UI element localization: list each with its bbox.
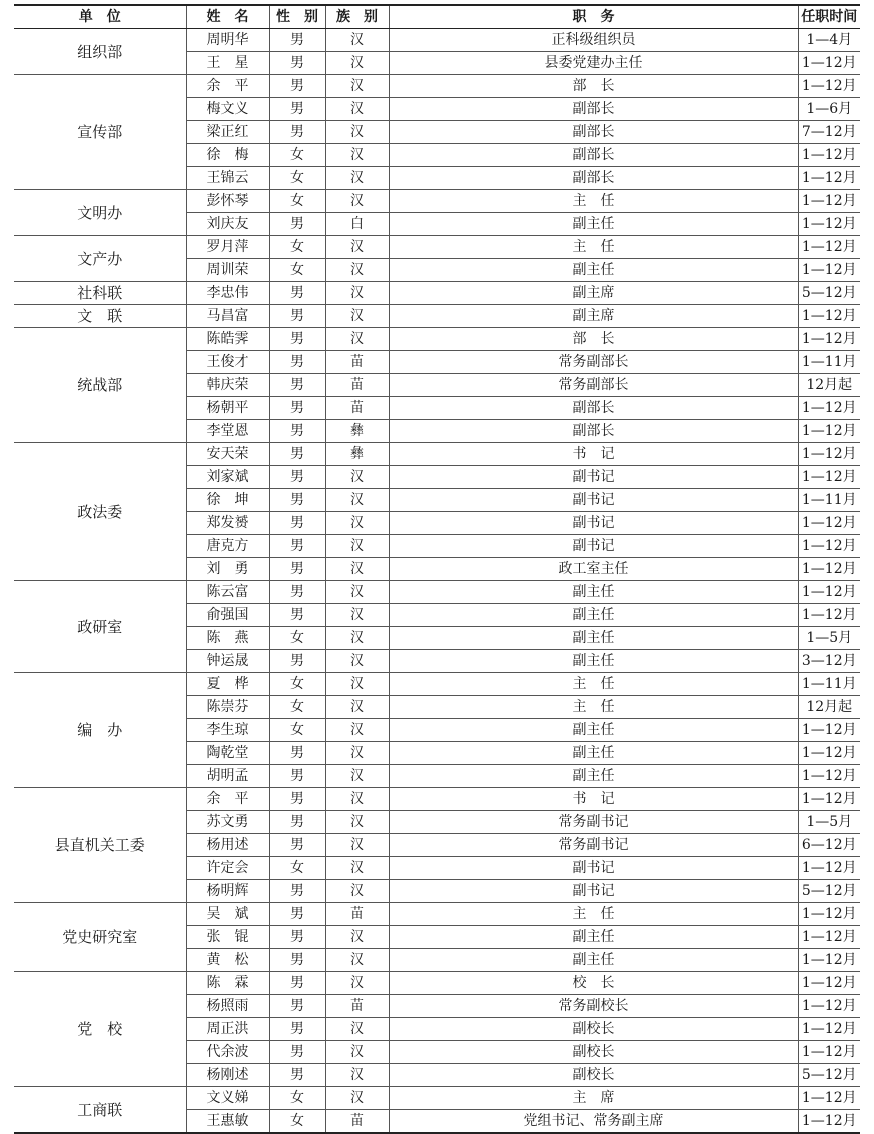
name-cell: 余 平 (186, 788, 269, 811)
position-cell: 主 任 (389, 236, 798, 259)
position-cell: 主 任 (389, 696, 798, 719)
position-cell: 副书记 (389, 466, 798, 489)
position-cell: 副主任 (389, 742, 798, 765)
gender-cell: 男 (269, 98, 325, 121)
ethnicity-cell: 汉 (325, 673, 389, 696)
gender-cell: 男 (269, 880, 325, 903)
gender-cell: 男 (269, 650, 325, 673)
gender-cell: 男 (269, 29, 325, 52)
term-cell: 1—12月 (798, 328, 860, 351)
term-cell: 1—12月 (798, 949, 860, 972)
position-cell: 常务副书记 (389, 811, 798, 834)
ethnicity-cell: 苗 (325, 995, 389, 1018)
ethnicity-cell: 汉 (325, 98, 389, 121)
gender-cell: 女 (269, 627, 325, 650)
name-cell: 陈崇芬 (186, 696, 269, 719)
unit-cell: 文产办 (14, 236, 186, 282)
gender-cell: 男 (269, 811, 325, 834)
gender-cell: 男 (269, 1064, 325, 1087)
name-cell: 陈 霖 (186, 972, 269, 995)
position-cell: 副主任 (389, 765, 798, 788)
gender-cell: 女 (269, 1110, 325, 1134)
term-cell: 1—12月 (798, 466, 860, 489)
table-row (14, 75, 860, 98)
position-cell: 主 席 (389, 1087, 798, 1110)
term-cell: 5—12月 (798, 282, 860, 305)
position-cell: 主 任 (389, 190, 798, 213)
gender-cell: 男 (269, 213, 325, 236)
ethnicity-cell: 汉 (325, 926, 389, 949)
gender-cell: 男 (269, 995, 325, 1018)
gender-cell: 男 (269, 489, 325, 512)
position-cell: 常务副部长 (389, 351, 798, 374)
ethnicity-cell: 汉 (325, 949, 389, 972)
term-cell: 1—11月 (798, 489, 860, 512)
name-cell: 黄 松 (186, 949, 269, 972)
position-cell: 副主任 (389, 581, 798, 604)
gender-cell: 女 (269, 857, 325, 880)
name-cell: 杨朝平 (186, 397, 269, 420)
unit-cell: 文 联 (14, 305, 186, 328)
position-cell: 县委党建办主任 (389, 52, 798, 75)
term-cell: 1—12月 (798, 75, 860, 98)
name-cell: 苏文勇 (186, 811, 269, 834)
gender-cell: 男 (269, 328, 325, 351)
unit-cell: 政法委 (14, 443, 186, 581)
gender-cell: 男 (269, 420, 325, 443)
term-cell: 1—12月 (798, 558, 860, 581)
term-cell: 1—12月 (798, 512, 860, 535)
position-cell: 副主任 (389, 627, 798, 650)
ethnicity-cell: 汉 (325, 719, 389, 742)
term-cell: 1—12月 (798, 1041, 860, 1064)
term-cell: 1—11月 (798, 673, 860, 696)
name-cell: 李堂恩 (186, 420, 269, 443)
term-cell: 1—5月 (798, 627, 860, 650)
name-cell: 王俊才 (186, 351, 269, 374)
name-cell: 杨用述 (186, 834, 269, 857)
position-cell: 副校长 (389, 1064, 798, 1087)
unit-cell: 党史研究室 (14, 903, 186, 972)
name-cell: 李生琼 (186, 719, 269, 742)
table-header (14, 5, 860, 29)
unit-cell: 编 办 (14, 673, 186, 788)
position-cell: 主 任 (389, 673, 798, 696)
gender-cell: 男 (269, 75, 325, 98)
name-cell: 周训荣 (186, 259, 269, 282)
position-cell: 副主任 (389, 650, 798, 673)
unit-cell: 文明办 (14, 190, 186, 236)
ethnicity-cell: 汉 (325, 236, 389, 259)
position-cell: 书 记 (389, 443, 798, 466)
name-cell: 梅文义 (186, 98, 269, 121)
name-cell: 许定会 (186, 857, 269, 880)
term-cell: 1—12月 (798, 972, 860, 995)
ethnicity-cell: 汉 (325, 535, 389, 558)
position-cell: 副校长 (389, 1041, 798, 1064)
term-cell: 5—12月 (798, 1064, 860, 1087)
term-cell: 12月起 (798, 374, 860, 397)
ethnicity-cell: 汉 (325, 29, 389, 52)
position-cell: 党组书记、常务副主席 (389, 1110, 798, 1134)
term-cell: 1—12月 (798, 52, 860, 75)
unit-cell: 党 校 (14, 972, 186, 1087)
document-page (14, 4, 860, 1134)
table-row (14, 305, 860, 328)
position-cell: 副主任 (389, 259, 798, 282)
term-cell: 1—11月 (798, 351, 860, 374)
gender-cell: 女 (269, 673, 325, 696)
gender-cell: 男 (269, 972, 325, 995)
table-row (14, 903, 860, 926)
table-row (14, 190, 860, 213)
name-cell: 彭怀琴 (186, 190, 269, 213)
name-cell: 唐克方 (186, 535, 269, 558)
header-row (14, 5, 860, 29)
header-name: 姓 名 (186, 5, 269, 29)
name-cell: 周明华 (186, 29, 269, 52)
header-ethnicity: 族 别 (325, 5, 389, 29)
term-cell: 1—12月 (798, 1087, 860, 1110)
gender-cell: 女 (269, 719, 325, 742)
term-cell: 1—5月 (798, 811, 860, 834)
term-cell: 1—12月 (798, 190, 860, 213)
position-cell: 副部长 (389, 167, 798, 190)
table-row (14, 1087, 860, 1110)
position-cell: 副主席 (389, 305, 798, 328)
position-cell: 副书记 (389, 880, 798, 903)
name-cell: 韩庆荣 (186, 374, 269, 397)
ethnicity-cell: 汉 (325, 788, 389, 811)
position-cell: 书 记 (389, 788, 798, 811)
term-cell: 1—12月 (798, 604, 860, 627)
term-cell: 1—12月 (798, 788, 860, 811)
position-cell: 副部长 (389, 98, 798, 121)
unit-cell: 组织部 (14, 29, 186, 75)
term-cell: 1—12月 (798, 420, 860, 443)
ethnicity-cell: 汉 (325, 52, 389, 75)
position-cell: 副部长 (389, 397, 798, 420)
name-cell: 罗月萍 (186, 236, 269, 259)
personnel-table (14, 4, 860, 1134)
gender-cell: 女 (269, 1087, 325, 1110)
name-cell: 梁正红 (186, 121, 269, 144)
gender-cell: 男 (269, 443, 325, 466)
ethnicity-cell: 汉 (325, 581, 389, 604)
position-cell: 副主任 (389, 604, 798, 627)
gender-cell: 女 (269, 190, 325, 213)
table-body (14, 29, 860, 1134)
term-cell: 1—12月 (798, 236, 860, 259)
gender-cell: 男 (269, 604, 325, 627)
table-row (14, 581, 860, 604)
name-cell: 徐 梅 (186, 144, 269, 167)
table-row (14, 972, 860, 995)
ethnicity-cell: 苗 (325, 903, 389, 926)
unit-cell: 宣传部 (14, 75, 186, 190)
position-cell: 副主任 (389, 949, 798, 972)
gender-cell: 男 (269, 52, 325, 75)
term-cell: 1—12月 (798, 535, 860, 558)
position-cell: 副部长 (389, 144, 798, 167)
term-cell: 1—12月 (798, 742, 860, 765)
position-cell: 副主任 (389, 719, 798, 742)
ethnicity-cell: 汉 (325, 857, 389, 880)
term-cell: 1—12月 (798, 857, 860, 880)
table-row (14, 328, 860, 351)
name-cell: 钟运晟 (186, 650, 269, 673)
ethnicity-cell: 汉 (325, 121, 389, 144)
name-cell: 王惠敏 (186, 1110, 269, 1134)
term-cell: 12月起 (798, 696, 860, 719)
name-cell: 杨照雨 (186, 995, 269, 1018)
ethnicity-cell: 汉 (325, 1041, 389, 1064)
table-row (14, 236, 860, 259)
ethnicity-cell: 苗 (325, 351, 389, 374)
ethnicity-cell: 白 (325, 213, 389, 236)
ethnicity-cell: 汉 (325, 512, 389, 535)
name-cell: 陈 燕 (186, 627, 269, 650)
name-cell: 王 星 (186, 52, 269, 75)
name-cell: 文义娣 (186, 1087, 269, 1110)
ethnicity-cell: 汉 (325, 604, 389, 627)
position-cell: 常务副书记 (389, 834, 798, 857)
ethnicity-cell: 汉 (325, 742, 389, 765)
position-cell: 副书记 (389, 489, 798, 512)
gender-cell: 男 (269, 374, 325, 397)
name-cell: 安天荣 (186, 443, 269, 466)
table-row (14, 282, 860, 305)
term-cell: 1—12月 (798, 397, 860, 420)
gender-cell: 男 (269, 742, 325, 765)
ethnicity-cell: 汉 (325, 1087, 389, 1110)
name-cell: 徐 坤 (186, 489, 269, 512)
table-row (14, 29, 860, 52)
ethnicity-cell: 苗 (325, 374, 389, 397)
gender-cell: 男 (269, 949, 325, 972)
name-cell: 陈云富 (186, 581, 269, 604)
term-cell: 5—12月 (798, 880, 860, 903)
unit-cell: 统战部 (14, 328, 186, 443)
term-cell: 1—12月 (798, 1018, 860, 1041)
position-cell: 副主席 (389, 282, 798, 305)
position-cell: 副书记 (389, 535, 798, 558)
term-cell: 1—12月 (798, 144, 860, 167)
term-cell: 1—12月 (798, 305, 860, 328)
term-cell: 7—12月 (798, 121, 860, 144)
ethnicity-cell: 汉 (325, 75, 389, 98)
name-cell: 余 平 (186, 75, 269, 98)
gender-cell: 男 (269, 926, 325, 949)
position-cell: 主 任 (389, 903, 798, 926)
name-cell: 李忠伟 (186, 282, 269, 305)
position-cell: 副主任 (389, 213, 798, 236)
table-row (14, 673, 860, 696)
name-cell: 杨刚述 (186, 1064, 269, 1087)
ethnicity-cell: 汉 (325, 627, 389, 650)
term-cell: 3—12月 (798, 650, 860, 673)
name-cell: 周正洪 (186, 1018, 269, 1041)
ethnicity-cell: 汉 (325, 558, 389, 581)
term-cell: 1—12月 (798, 903, 860, 926)
table-row (14, 443, 860, 466)
gender-cell: 男 (269, 903, 325, 926)
ethnicity-cell: 汉 (325, 972, 389, 995)
ethnicity-cell: 汉 (325, 190, 389, 213)
position-cell: 副校长 (389, 1018, 798, 1041)
ethnicity-cell: 汉 (325, 466, 389, 489)
name-cell: 夏 桦 (186, 673, 269, 696)
gender-cell: 男 (269, 1018, 325, 1041)
ethnicity-cell: 汉 (325, 259, 389, 282)
name-cell: 张 锟 (186, 926, 269, 949)
position-cell: 常务副校长 (389, 995, 798, 1018)
name-cell: 刘庆友 (186, 213, 269, 236)
ethnicity-cell: 汉 (325, 1064, 389, 1087)
gender-cell: 女 (269, 167, 325, 190)
gender-cell: 男 (269, 581, 325, 604)
term-cell: 1—12月 (798, 719, 860, 742)
name-cell: 郑发赟 (186, 512, 269, 535)
gender-cell: 女 (269, 259, 325, 282)
gender-cell: 女 (269, 696, 325, 719)
term-cell: 1—6月 (798, 98, 860, 121)
position-cell: 部 长 (389, 75, 798, 98)
term-cell: 1—12月 (798, 1110, 860, 1134)
ethnicity-cell: 汉 (325, 144, 389, 167)
name-cell: 刘家斌 (186, 466, 269, 489)
gender-cell: 男 (269, 535, 325, 558)
ethnicity-cell: 汉 (325, 328, 389, 351)
header-gender: 性 别 (269, 5, 325, 29)
gender-cell: 男 (269, 788, 325, 811)
position-cell: 副书记 (389, 857, 798, 880)
ethnicity-cell: 苗 (325, 397, 389, 420)
position-cell: 部 长 (389, 328, 798, 351)
gender-cell: 男 (269, 512, 325, 535)
ethnicity-cell: 汉 (325, 282, 389, 305)
term-cell: 1—12月 (798, 926, 860, 949)
name-cell: 杨明辉 (186, 880, 269, 903)
gender-cell: 男 (269, 397, 325, 420)
name-cell: 陶乾堂 (186, 742, 269, 765)
position-cell: 副书记 (389, 512, 798, 535)
position-cell: 副主任 (389, 926, 798, 949)
term-cell: 1—12月 (798, 259, 860, 282)
name-cell: 马昌富 (186, 305, 269, 328)
term-cell: 1—12月 (798, 443, 860, 466)
name-cell: 陈皓霁 (186, 328, 269, 351)
ethnicity-cell: 苗 (325, 1110, 389, 1134)
gender-cell: 男 (269, 834, 325, 857)
unit-cell: 社科联 (14, 282, 186, 305)
term-cell: 1—4月 (798, 29, 860, 52)
ethnicity-cell: 汉 (325, 1018, 389, 1041)
ethnicity-cell: 汉 (325, 811, 389, 834)
ethnicity-cell: 汉 (325, 167, 389, 190)
unit-cell: 县直机关工委 (14, 788, 186, 903)
term-cell: 1—12月 (798, 995, 860, 1018)
gender-cell: 男 (269, 558, 325, 581)
ethnicity-cell: 彝 (325, 420, 389, 443)
header-unit: 单 位 (14, 5, 186, 29)
ethnicity-cell: 汉 (325, 834, 389, 857)
unit-cell: 工商联 (14, 1087, 186, 1134)
gender-cell: 男 (269, 305, 325, 328)
table-row (14, 788, 860, 811)
term-cell: 6—12月 (798, 834, 860, 857)
gender-cell: 男 (269, 121, 325, 144)
name-cell: 代余波 (186, 1041, 269, 1064)
term-cell: 1—12月 (798, 167, 860, 190)
position-cell: 校 长 (389, 972, 798, 995)
gender-cell: 女 (269, 236, 325, 259)
ethnicity-cell: 汉 (325, 305, 389, 328)
unit-cell: 政研室 (14, 581, 186, 673)
term-cell: 1—12月 (798, 213, 860, 236)
term-cell: 1—12月 (798, 581, 860, 604)
ethnicity-cell: 彝 (325, 443, 389, 466)
position-cell: 政工室主任 (389, 558, 798, 581)
position-cell: 副部长 (389, 121, 798, 144)
header-position: 职 务 (389, 5, 798, 29)
ethnicity-cell: 汉 (325, 696, 389, 719)
header-term: 任职时间 (798, 5, 860, 29)
name-cell: 吴 斌 (186, 903, 269, 926)
gender-cell: 女 (269, 144, 325, 167)
name-cell: 刘 勇 (186, 558, 269, 581)
gender-cell: 男 (269, 351, 325, 374)
position-cell: 正科级组织员 (389, 29, 798, 52)
ethnicity-cell: 汉 (325, 880, 389, 903)
gender-cell: 男 (269, 1041, 325, 1064)
ethnicity-cell: 汉 (325, 489, 389, 512)
gender-cell: 男 (269, 466, 325, 489)
ethnicity-cell: 汉 (325, 650, 389, 673)
name-cell: 俞强国 (186, 604, 269, 627)
position-cell: 常务副部长 (389, 374, 798, 397)
name-cell: 王锦云 (186, 167, 269, 190)
term-cell: 1—12月 (798, 765, 860, 788)
gender-cell: 男 (269, 765, 325, 788)
ethnicity-cell: 汉 (325, 765, 389, 788)
position-cell: 副部长 (389, 420, 798, 443)
gender-cell: 男 (269, 282, 325, 305)
name-cell: 胡明孟 (186, 765, 269, 788)
